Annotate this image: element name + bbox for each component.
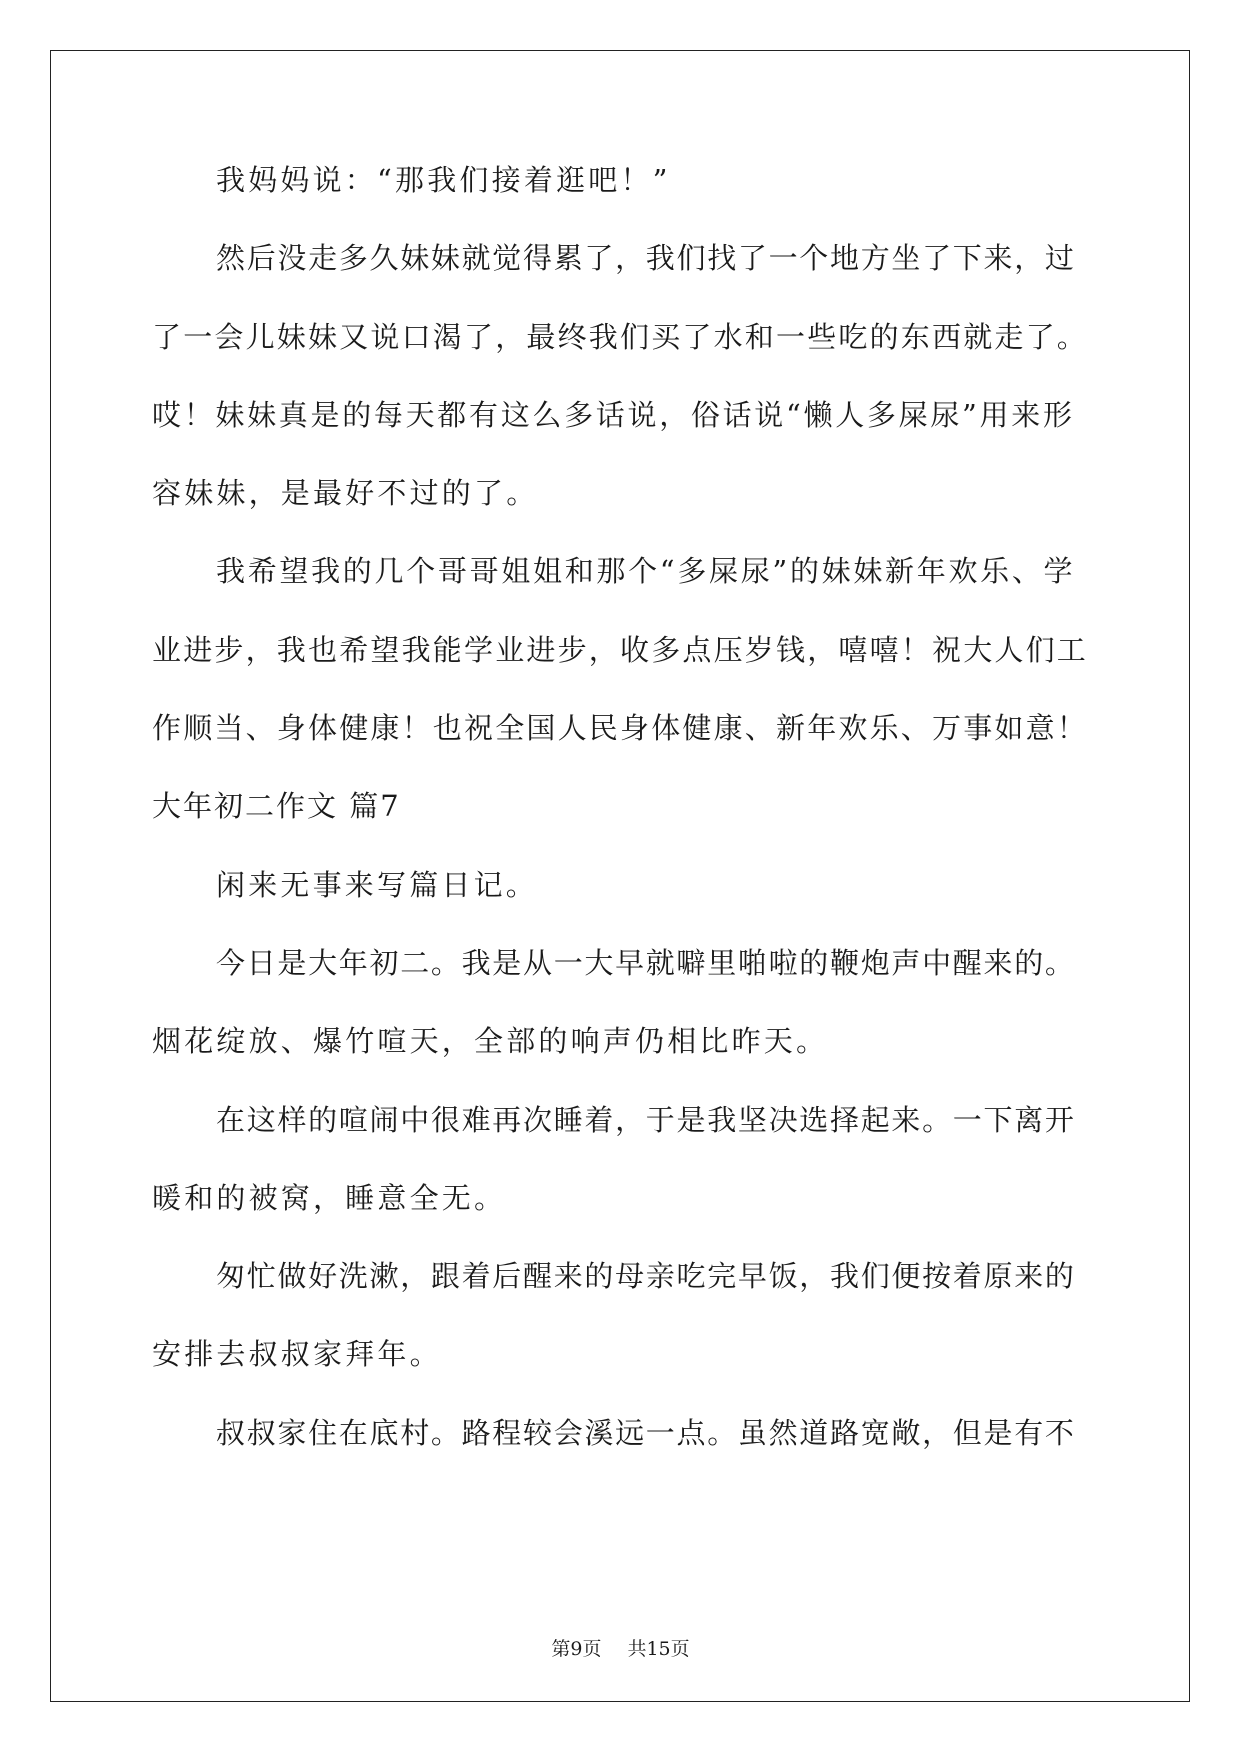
paragraph-line: 今日是大年初二。我是从一大早就噼里啪啦的鞭炮声中醒来的。: [216, 945, 1076, 980]
paragraph-line: 了一会儿妹妹又说口渴了，最终我们买了水和一些吃的东西就走了。: [152, 319, 1089, 354]
paragraph-line: 容妹妹，是最好不过的了。: [152, 476, 539, 511]
section-heading: 大年初二作文 篇7: [152, 789, 401, 824]
paragraph-line: 暖和的被窝，睡意全无。: [152, 1180, 507, 1215]
paragraph-line: 我妈妈说：“那我们接着逛吧！”: [216, 163, 671, 197]
page-footer: [0, 1634, 1241, 1661]
paragraph-line: 作顺当、身体健康！也祝全国人民身体健康、新年欢乐、万事如意！: [152, 711, 1089, 746]
paragraph-line: 我希望我的几个哥哥姐姐和那个“多屎尿”的妹妹新年欢乐、学: [216, 554, 1076, 589]
page-number: 第9页: [551, 1638, 602, 1660]
paragraph-line: 匆忙做好洗漱，跟着后醒来的母亲吃完早饭，我们便按着原来的: [216, 1259, 1076, 1294]
paragraph-line: 业进步，我也希望我能学业进步，收多点压岁钱，嘻嘻！祝大人们工: [152, 632, 1089, 667]
page-total: 共15页: [627, 1638, 690, 1660]
paragraph-line: 哎！妹妹真是的每天都有这么多话说，俗话说“懒人多屎尿”用来形: [152, 397, 1075, 432]
paragraph-line: 烟花绽放、爆竹喧天，全部的响声仍相比昨天。: [152, 1024, 829, 1059]
document-body: [152, 160, 1088, 1491]
paragraph-line: 闲来无事来写篇日记。: [216, 867, 539, 902]
paragraph-line: 安排去叔叔家拜年。: [152, 1337, 442, 1372]
paragraph-line: 然后没走多久妹妹就觉得累了，我们找了一个地方坐了下来，过: [216, 241, 1076, 276]
paragraph-line: 叔叔家住在底村。路程较会溪远一点。虽然道路宽敞，但是有不: [216, 1415, 1076, 1450]
paragraph-line: 在这样的喧闹中很难再次睡着，于是我坚决选择起来。一下离开: [216, 1102, 1076, 1137]
